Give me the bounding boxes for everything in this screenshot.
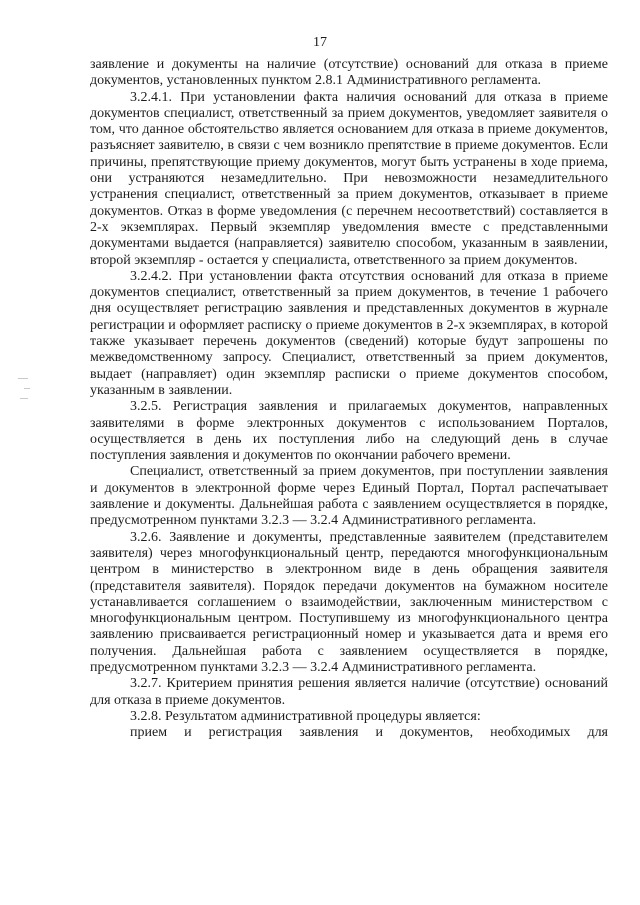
page-number: 17 xyxy=(313,35,327,50)
margin-scan-marks xyxy=(18,378,42,418)
paragraph-electronic-submission: Специалист, ответственный за прием документов, при поступлении заявления и документов в электронной форме через Единый Портал, Портал распечатывает заявление и документы. Дальнейшая работа с заявлением осуществляется в порядке, предусмотренном пунктами 3.2.3 — 3.2.4 Административного регламента. xyxy=(90,464,608,529)
paragraph-3-2-5: 3.2.5. Регистрация заявления и прилагаемых документов, направленных заявителями в форме электронных документов с использованием Порталов, осуществляется в день их поступления либо на следующий день в случае поступления заявления и документов по окончании рабочего времени. xyxy=(90,399,608,464)
paragraph-3-2-4-2: 3.2.4.2. При установлении факта отсутствия оснований для отказа в приеме документов специалист, ответственный за прием документов, в течение 1 рабочего дня осуществляет регистрацию заявления и представленных документов в журнале регистрации и оформляет расписку о приеме документов в 2-х экземплярах, в которой также указывает перечень документов (сведений) которые будут запрошены по межведомственному запросу. Специалист, ответственный за прием документов, выдает (направляет) один экземпляр расписки о приеме документов способом, указанным в заявлении. xyxy=(90,268,608,398)
paragraph-3-2-8: 3.2.8. Результатом административной процедуры является: xyxy=(130,708,481,724)
paragraph-result-item: прием и регистрация заявления и документов, необходимых для xyxy=(130,725,608,741)
paragraph-3-2-4-1: 3.2.4.1. При установлении факта наличия оснований для отказа в приеме документов специалист, ответственный за прием документов, уведомляет заявителя о том, что данное обстоятельство является основанием для отказа в приеме документов, разъясняет заявителю, в связи с чем возникло препятствие в приеме документов. Если причины, препятствующие приему документов, могут быть устранены в ходе приема, они устраняются незамедлительно. При невозможности незамедлительного устранения специалист, ответственный за прием документов, отказывает в приеме документов. Отказ в форме уведомления (с перечнем несоответствий) составляется в 2-х экземплярах. Первый экземпляр уведомления вместе с представленными документами выдается (направляется) заявителю способом, указанным в заявлении, второй экземпляр - остается у специалиста, ответственного за прием документов. xyxy=(90,89,608,268)
paragraph-3-2-6: 3.2.6. Заявление и документы, представленные заявителем (представителем заявителя) через многофункциональный центр, передаются многофункциональным центром в министерство в электронном виде в день обращения заявителя (представителя заявителя). Порядок передачи документов на бумажном носителе устанавливается соглашением о взаимодействии, заключенным министерством с многофункциональным центром. Поступившему из многофункционального центра заявлению присваивается регистрационный номер и указывается дата и время его получения. Дальнейшая работа с заявлением осуществляется в порядке, предусмотренном пунктами 3.2.3 — 3.2.4 Административного регламента. xyxy=(90,529,608,675)
paragraph-3-2-7: 3.2.7. Критерием принятия решения является наличие (отсутствие) оснований для отказа в приеме документов. xyxy=(90,676,608,708)
document-body xyxy=(90,57,608,741)
paragraph-continuation: заявление и документы на наличие (отсутствие) оснований для отказа в приеме документов, установленных пунктом 2.8.1 Административного регламента. xyxy=(90,57,608,89)
